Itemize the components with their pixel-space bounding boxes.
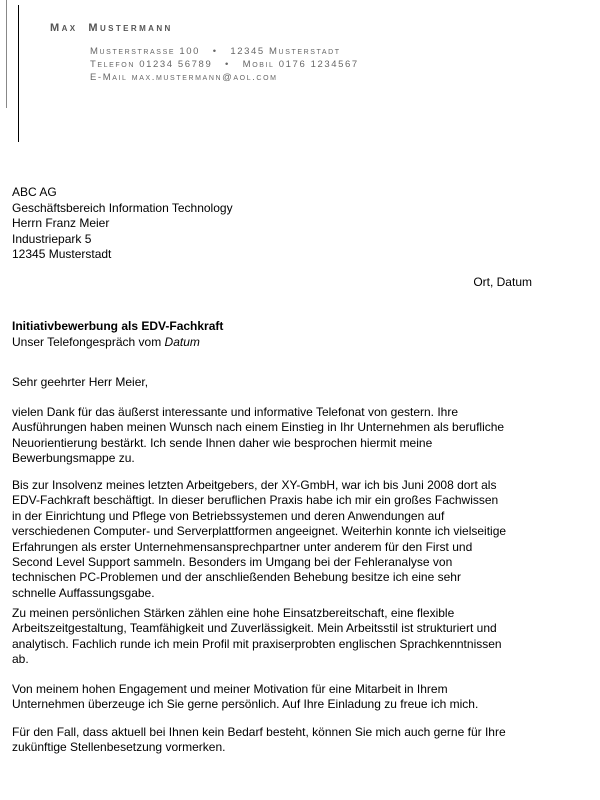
paragraph-line: EDV-Fachkraft beschäftigt. In dieser beruflichen Praxis habe ich mir ein großes Fachwissen bbox=[12, 493, 499, 508]
paragraph-line: technischen PC-Problemen und der anschließenden Behebung besitze ich eine sehr bbox=[12, 570, 461, 585]
subject-reference bbox=[12, 335, 223, 351]
paragraph-3 bbox=[12, 606, 537, 668]
recipient-address bbox=[12, 185, 233, 263]
paragraph-line: verschiedenen Computer- und Serverplattformen angeeignet. Weiterhin konnte ich vielseitige bbox=[12, 524, 507, 539]
paragraph-line: Zu meinen persönlichen Stärken zählen eine hohe Einsatzbereitschaft, eine flexible bbox=[12, 606, 455, 620]
paragraph-line: Second Level Support sammeln. Besonders im Umgang bei der Fehleranalyse von bbox=[12, 555, 453, 570]
paragraph-line: ab. bbox=[12, 652, 29, 667]
header-margin-line-inner bbox=[18, 5, 19, 142]
paragraph-2 bbox=[12, 478, 537, 601]
paragraph-5 bbox=[12, 725, 537, 756]
paragraph-line: analytisch. Fachlich runde ich mein Profil mit praxiserprobten englischen Sprachkenntnissen bbox=[12, 636, 502, 651]
sender-phone: Telefon 01234 56789 • Mobil 0176 1234567 bbox=[90, 59, 359, 70]
paragraph-line: Von meinem hohen Engagement und meiner Motivation für eine Mitarbeit in Ihrem bbox=[12, 682, 448, 696]
sender-name bbox=[50, 22, 173, 34]
recipient-city: 12345 Musterstadt bbox=[12, 247, 112, 262]
sender-email: E-Mail max.mustermann@aol.com bbox=[90, 72, 278, 83]
paragraph-line: Arbeitszeitgestaltung, Teamfähigkeit und Zuverlässigkeit. Mein Arbeitsstil ist strukturiert und bbox=[12, 621, 497, 636]
subject-reference-prefix: Unser Telefongespräch vom bbox=[12, 334, 165, 349]
paragraph-line: Bewerbungsmappe zu. bbox=[12, 451, 135, 466]
paragraph-line: Erfahrungen als erster Unternehmensansprechpartner unter anderem für den First und bbox=[12, 539, 473, 554]
sender-first-name: Max bbox=[50, 22, 78, 34]
place-date: Ort, Datum bbox=[473, 275, 532, 289]
paragraph-line: zukünftige Stellenbesetzung vormerken. bbox=[12, 740, 226, 755]
paragraph-line: Ausführungen haben meinen Wunsch nach einem Einstieg in Ihr Unternehmen als berufliche bbox=[12, 420, 505, 435]
subject-title: Initiativbewerbung als EDV-Fachkraft bbox=[12, 319, 224, 333]
paragraph-line: Neuorientierung bestärkt. Ich sende Ihnen daher wie besprochen hiermit meine bbox=[12, 435, 433, 450]
sender-last-name: Mustermann bbox=[88, 22, 173, 34]
header-margin-line-outer bbox=[6, 0, 7, 108]
sender-address: Musterstrasse 100 • 12345 Musterstadt bbox=[90, 46, 341, 57]
paragraph-1 bbox=[12, 405, 537, 467]
subject-reference-date: Datum bbox=[164, 334, 200, 349]
paragraph-line: vielen Dank für das äußerst interessante und informative Telefonat von gestern. Ihre bbox=[12, 405, 459, 419]
paragraph-line: in der Einrichtung und Pflege von Betriebssystemen und deren Anwendungen auf bbox=[12, 508, 445, 523]
salutation: Sehr geehrter Herr Meier, bbox=[12, 375, 149, 389]
recipient-street: Industriepark 5 bbox=[12, 231, 92, 246]
subject-block bbox=[12, 319, 223, 350]
paragraph-4 bbox=[12, 682, 537, 713]
paragraph-line: Bis zur Insolvenz meines letzten Arbeitgebers, der XY-GmbH, war ich bis Juni 2008 dort als bbox=[12, 478, 497, 492]
recipient-department: Geschäftsbereich Information Technology bbox=[12, 200, 233, 215]
paragraph-line: Unternehmen überzeuge ich Sie gerne persönlich. Auf Ihre Einladung zu freue ich mich. bbox=[12, 697, 479, 712]
recipient-person: Herrn Franz Meier bbox=[12, 216, 110, 231]
recipient-company: ABC AG bbox=[12, 185, 57, 199]
paragraph-line: Für den Fall, dass aktuell bei Ihnen kein Bedarf besteht, können Sie mich auch gerne für Ihre bbox=[12, 725, 506, 739]
paragraph-line: schnelle Auffassungsgabe. bbox=[12, 585, 155, 600]
